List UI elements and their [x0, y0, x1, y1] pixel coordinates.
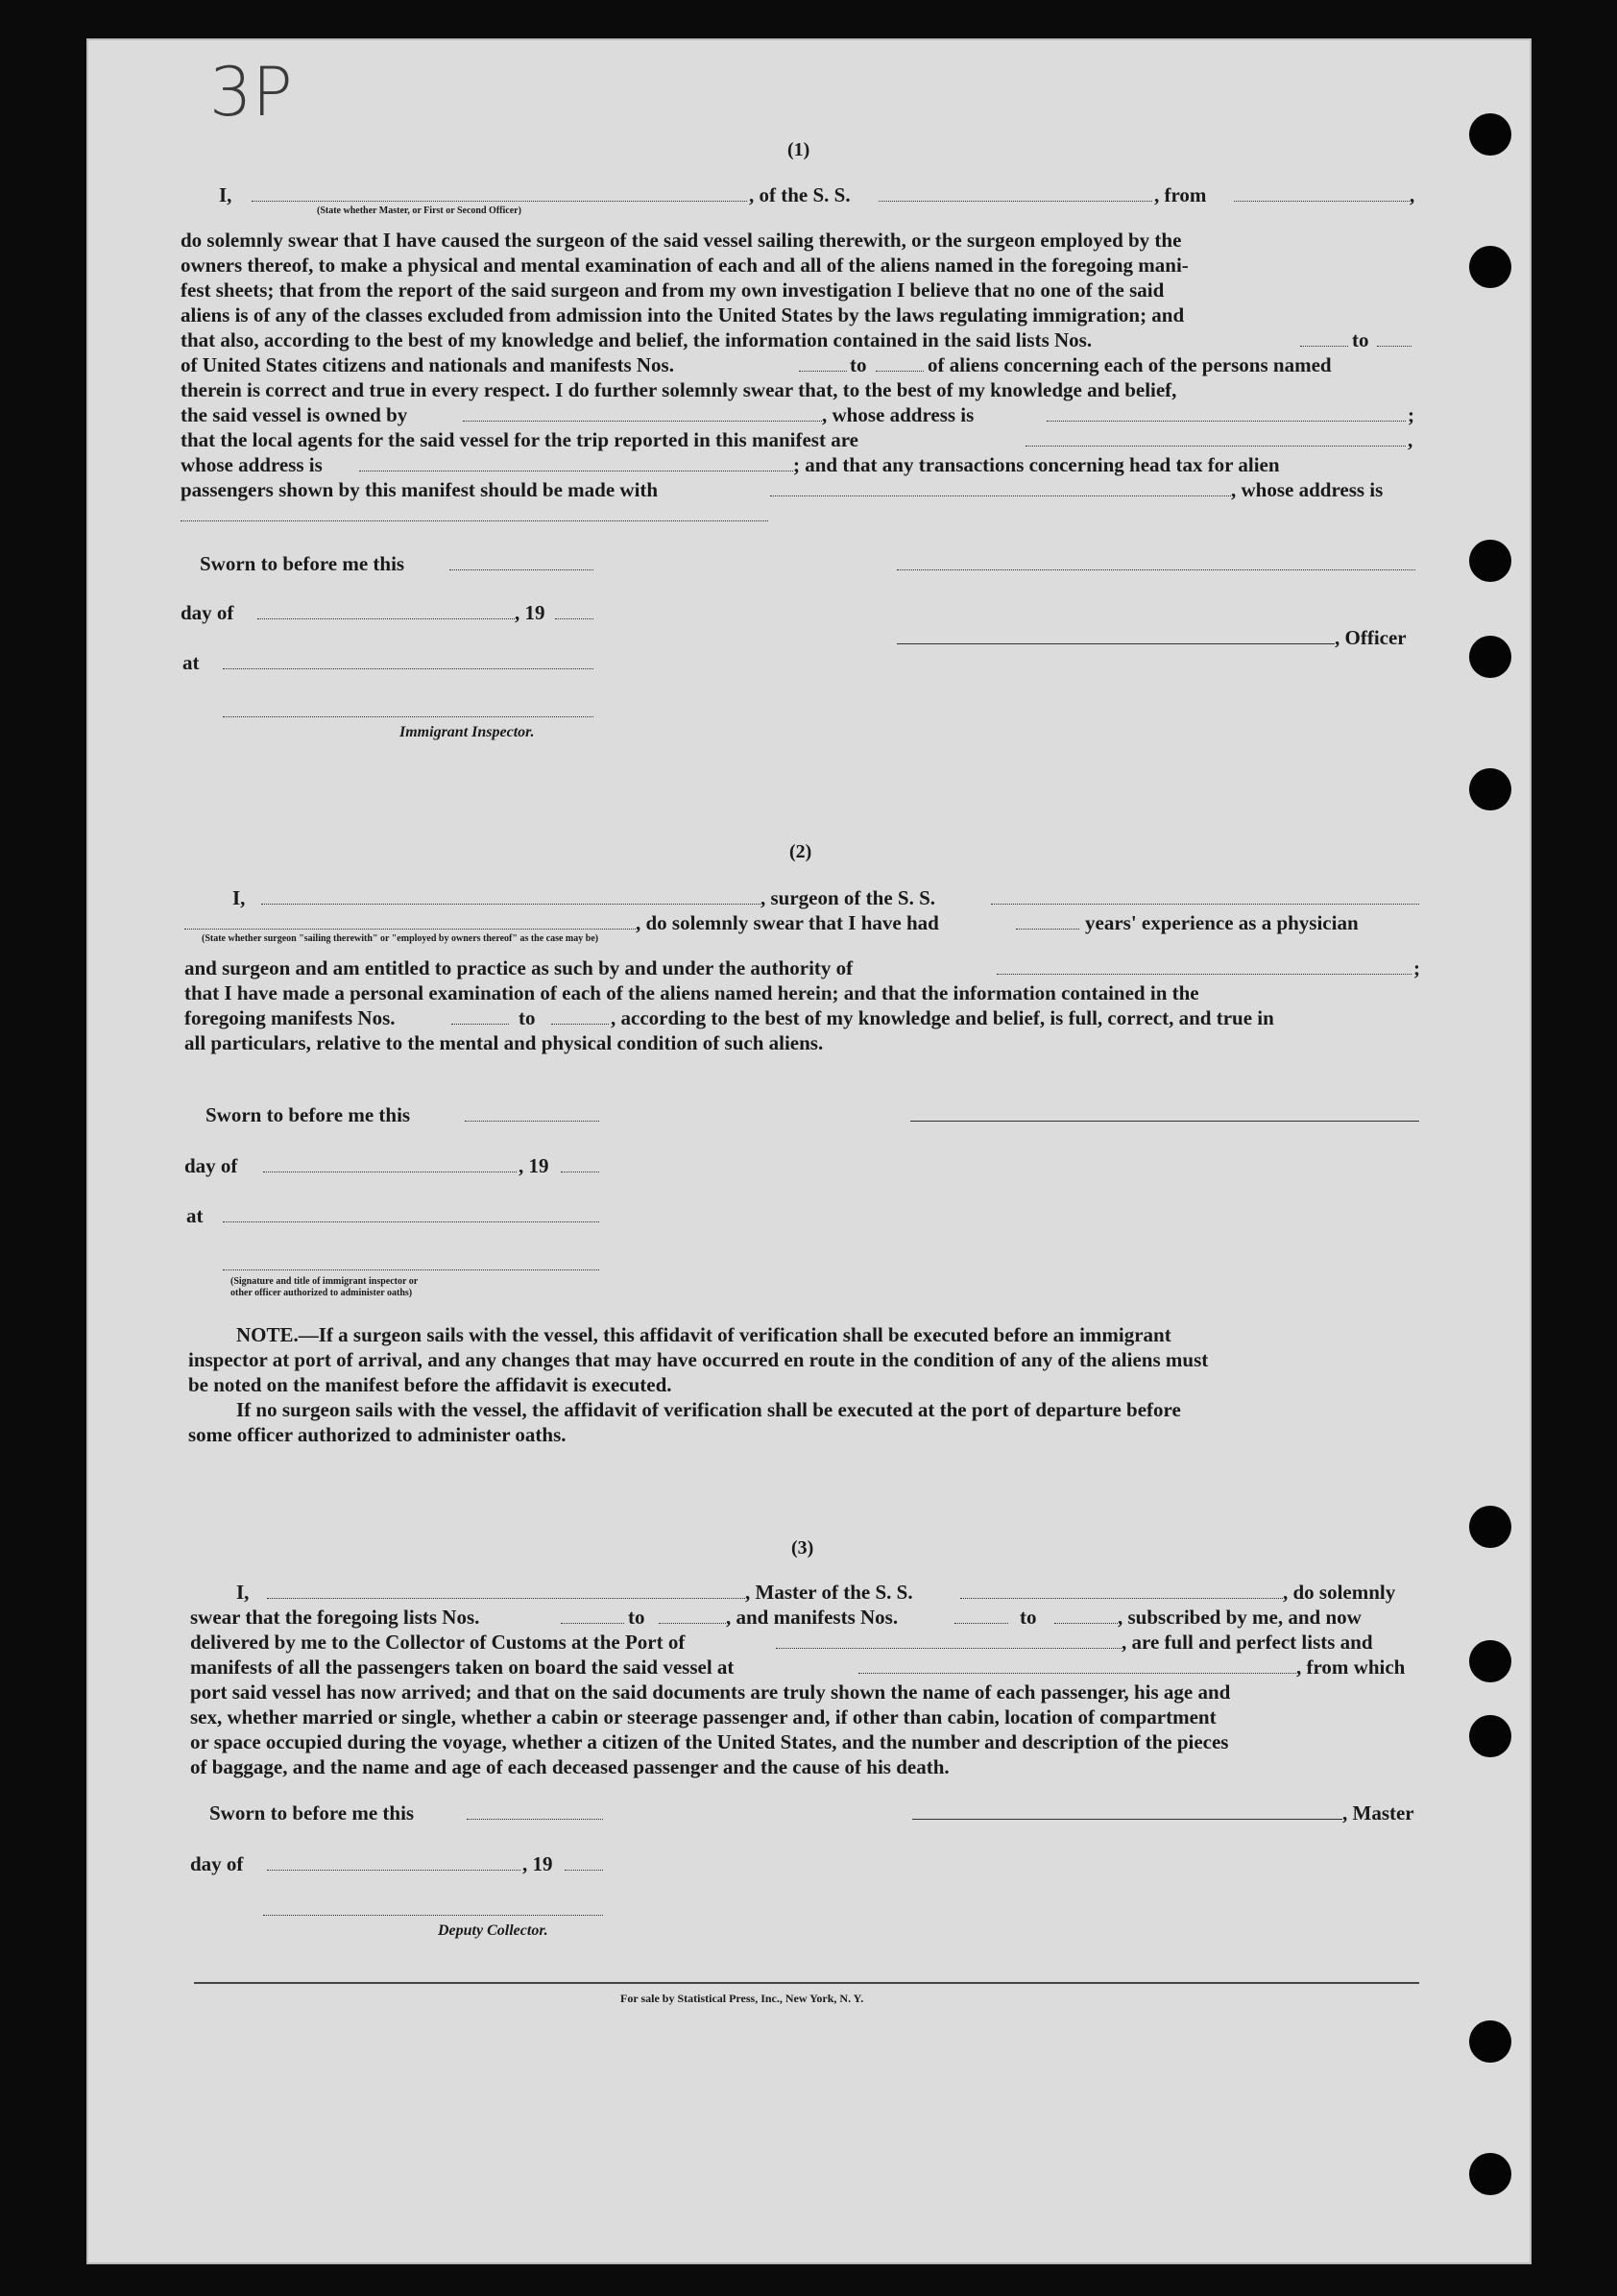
s3-master-name-line[interactable]: [267, 1598, 745, 1599]
s1-owner-line[interactable]: [463, 421, 822, 422]
s2-semicolon: ;: [1413, 956, 1420, 979]
s3-manifest-from-line[interactable]: [954, 1623, 1008, 1624]
s1-comma: ,: [1408, 428, 1413, 451]
s1-day-line[interactable]: [257, 618, 515, 619]
s3-to: to: [628, 1606, 645, 1629]
s2-note-line: be noted on the manifest before the affidavit is executed.: [188, 1373, 672, 1396]
s3-text-line: port said vessel has now arrived; and that on the said documents are truly shown the name of each passenger, his age and: [190, 1680, 1231, 1704]
s1-text-line: fest sheets; that from the report of the said surgeon and from my own investigation I believe that no one of the said: [181, 278, 1165, 302]
footer-rule: [194, 1982, 1419, 1984]
s1-signature-line[interactable]: [897, 569, 1415, 570]
s1-day-of: day of: [181, 601, 234, 624]
s1-text-line: that the local agents for the said vessel for the trip reported in this manifest are: [181, 428, 858, 451]
s2-text-line: that I have made a personal examination of each of the aliens named herein; and that the information contained in the: [184, 981, 1199, 1004]
s3-boarding-port-line[interactable]: [858, 1673, 1296, 1674]
s2-note-line: inspector at port of arrival, and any changes that may have occurred en route in the condition of any of the aliens must: [188, 1348, 1209, 1371]
s2-officer-line[interactable]: [223, 1269, 599, 1270]
s2-note-line: If no surgeon sails with the vessel, the affidavit of verification shall be executed at the port of departure before: [236, 1398, 1181, 1421]
s1-manifest-to-line[interactable]: [876, 371, 924, 372]
s2-manifest-to-line[interactable]: [551, 1024, 609, 1025]
s2-i: I,: [232, 886, 246, 909]
binder-hole: [1469, 1715, 1511, 1757]
s2-text-line: foregoing manifests Nos.: [184, 1006, 396, 1029]
s2-surgeon-name-line[interactable]: [261, 904, 760, 905]
s1-owner-address-line[interactable]: [1047, 421, 1406, 422]
s2-vessel-line[interactable]: [991, 904, 1419, 905]
s2-authority-line[interactable]: [997, 974, 1412, 975]
binder-hole: [1469, 1506, 1511, 1548]
s3-deputy-caption: Deputy Collector.: [438, 1922, 548, 1939]
s1-sworn: Sworn to before me this: [200, 552, 405, 575]
s3-to: to: [1020, 1606, 1037, 1629]
s2-at-line[interactable]: [223, 1221, 599, 1222]
s3-i: I,: [236, 1581, 250, 1604]
s1-transactions-address-line[interactable]: [181, 520, 768, 521]
s1-i: I,: [219, 183, 232, 206]
s2-note-line: some officer authorized to administer oaths.: [188, 1423, 567, 1446]
s3-text-line: or space occupied during the voyage, whether a citizen of the United States, and the number and description of the pieces: [190, 1730, 1229, 1753]
s2-manifest-from-line[interactable]: [451, 1024, 509, 1025]
s3-19: , 19: [522, 1852, 553, 1875]
s2-sworn-line[interactable]: [465, 1121, 599, 1122]
s1-to: to: [850, 353, 867, 376]
s1-inspector-caption: Immigrant Inspector.: [399, 724, 535, 740]
s2-years-line[interactable]: [1016, 929, 1079, 930]
binder-hole: [1469, 113, 1511, 156]
binder-hole: [1469, 540, 1511, 582]
s1-text-line: aliens is of any of the classes excluded from admission into the United States by the laws regulating immigration; and: [181, 303, 1185, 326]
s1-transactions-line[interactable]: [770, 495, 1231, 496]
s3-day-of: day of: [190, 1852, 244, 1875]
s1-from-line[interactable]: [1234, 201, 1412, 202]
s3-sworn-line[interactable]: [467, 1819, 603, 1820]
s2-sig-caption: other officer authorized to administer oaths): [230, 1288, 413, 1298]
binder-hole: [1469, 768, 1511, 810]
s3-master: , Master: [1342, 1801, 1414, 1825]
s1-comma: ,: [1410, 183, 1415, 206]
section-2-number: (2): [789, 841, 812, 862]
s3-text-line: sex, whether married or single, whether a cabin or steerage passenger and, if other than cabin, location of compartment: [190, 1705, 1217, 1728]
s1-whose-address: , whose address is: [822, 403, 975, 426]
binder-hole: [1469, 2020, 1511, 2063]
s1-text-line: passengers shown by this manifest should be made with: [181, 478, 659, 501]
s2-note-line: NOTE.—If a surgeon sails with the vessel, this affidavit of verification shall be executed before an immigrant: [236, 1323, 1171, 1346]
s1-from: , from: [1154, 183, 1207, 206]
s3-manifests: , and manifests Nos.: [726, 1606, 899, 1629]
handwritten-page-mark: 3P: [209, 53, 293, 132]
s2-years: years' experience as a physician: [1085, 911, 1359, 934]
s3-delivered: delivered by me to the Collector of Customs at the Port of: [190, 1631, 686, 1654]
s1-text-line: of United States citizens and nationals and manifests Nos.: [181, 353, 674, 376]
printer-imprint: For sale by Statistical Press, Inc., New York, N. Y.: [620, 1992, 864, 2005]
s1-head-tax: ; and that any transactions concerning head tax for alien: [793, 453, 1280, 476]
s3-manifest-to-line[interactable]: [1054, 1623, 1118, 1624]
s3-deputy-line[interactable]: [263, 1915, 603, 1916]
s2-according: , according to the best of my knowledge and belief, is full, correct, and true in: [611, 1006, 1274, 1029]
s2-text-line: and surgeon and am entitled to practice as such by and under the authority of: [184, 956, 854, 979]
s2-19: , 19: [519, 1154, 549, 1177]
s1-text-line: therein is correct and true in every respect. I do further solemnly swear that, to the best of my knowledge and belief,: [181, 378, 1177, 401]
s1-lists-to-line[interactable]: [1377, 346, 1412, 347]
s2-surgeon-of-ss: , surgeon of the S. S.: [760, 886, 936, 909]
s2-at: at: [186, 1204, 204, 1227]
binder-hole: [1469, 2153, 1511, 2195]
s3-subscribed: , subscribed by me, and now: [1118, 1606, 1362, 1629]
s1-agents-line[interactable]: [1026, 446, 1406, 447]
s1-to: to: [1352, 328, 1369, 351]
s2-sig-caption: (Signature and title of immigrant inspector or: [230, 1276, 419, 1287]
s2-signature-line[interactable]: [910, 1121, 1419, 1122]
s1-year-line[interactable]: [555, 618, 593, 619]
s1-officer: , Officer: [1335, 626, 1407, 649]
s1-officer-line[interactable]: [897, 643, 1335, 644]
s1-text-line: whose address is: [181, 453, 323, 476]
s1-inspector-line[interactable]: [223, 716, 593, 717]
s1-text-line: owners thereof, to make a physical and mental examination of each and all of the aliens named in the foregoing mani-: [181, 254, 1189, 277]
s2-sworn: Sworn to before me this: [205, 1103, 411, 1126]
s1-text-line: that also, according to the best of my knowledge and belief, the information contained in the said lists Nos.: [181, 328, 1093, 351]
s1-at-line[interactable]: [223, 668, 593, 669]
s3-master-of-ss: , Master of the S. S.: [745, 1581, 913, 1604]
s1-semicolon: ;: [1408, 403, 1414, 426]
s2-text-line: all particulars, relative to the mental and physical condition of such aliens.: [184, 1031, 824, 1054]
s3-sworn: Sworn to before me this: [209, 1801, 415, 1825]
s3-do-solemnly: , do solemnly: [1283, 1581, 1396, 1604]
s3-lists-to-line[interactable]: [659, 1623, 726, 1624]
s2-to: to: [519, 1006, 536, 1029]
s1-text-line: the said vessel is owned by: [181, 403, 408, 426]
binder-hole: [1469, 246, 1511, 288]
s3-lists-from-line[interactable]: [561, 1623, 624, 1624]
s2-swear: , do solemnly swear that I have had: [636, 911, 939, 934]
s3-master-signature-line[interactable]: [912, 1819, 1342, 1820]
s1-vessel-line[interactable]: [879, 201, 1152, 202]
s1-manifest-from-line[interactable]: [799, 371, 847, 372]
s3-vessel-line[interactable]: [960, 1598, 1283, 1599]
s1-19: , 19: [515, 601, 545, 624]
section-3-number: (3): [791, 1537, 814, 1559]
s1-whose-address-2: , whose address is: [1231, 478, 1384, 501]
s3-from-which: , from which: [1296, 1656, 1406, 1679]
s1-at: at: [182, 651, 200, 674]
s1-sworn-line[interactable]: [449, 569, 593, 570]
section-1-number: (1): [787, 139, 810, 160]
s1-of-aliens: of aliens concerning each of the persons named: [928, 353, 1332, 376]
s3-port-line[interactable]: [776, 1648, 1122, 1649]
binder-hole: [1469, 1640, 1511, 1682]
s1-of-ss: , of the S. S.: [749, 183, 851, 206]
s1-caption: (State whether Master, or First or Second Officer): [317, 205, 521, 216]
s2-day-of: day of: [184, 1154, 238, 1177]
s1-officer-name-line[interactable]: [252, 201, 747, 202]
s3-year-line[interactable]: [565, 1870, 603, 1871]
s1-lists-from-line[interactable]: [1300, 346, 1348, 347]
s2-role-line[interactable]: [184, 929, 636, 930]
s3-manifests-all: manifests of all the passengers taken on board the said vessel at: [190, 1656, 735, 1679]
s1-text-line: do solemnly swear that I have caused the surgeon of the said vessel sailing therewith, or the surgeon employed by the: [181, 229, 1182, 252]
binder-hole: [1469, 636, 1511, 678]
s3-text-line: of baggage, and the name and age of each deceased passenger and the cause of his death.: [190, 1755, 950, 1778]
s3-swear: swear that the foregoing lists Nos.: [190, 1606, 480, 1629]
s3-day-line[interactable]: [267, 1870, 520, 1871]
s2-caption: (State whether surgeon "sailing therewith" or "employed by owners thereof" as the case may be): [202, 933, 599, 944]
s3-full-perfect: , are full and perfect lists and: [1122, 1631, 1373, 1654]
